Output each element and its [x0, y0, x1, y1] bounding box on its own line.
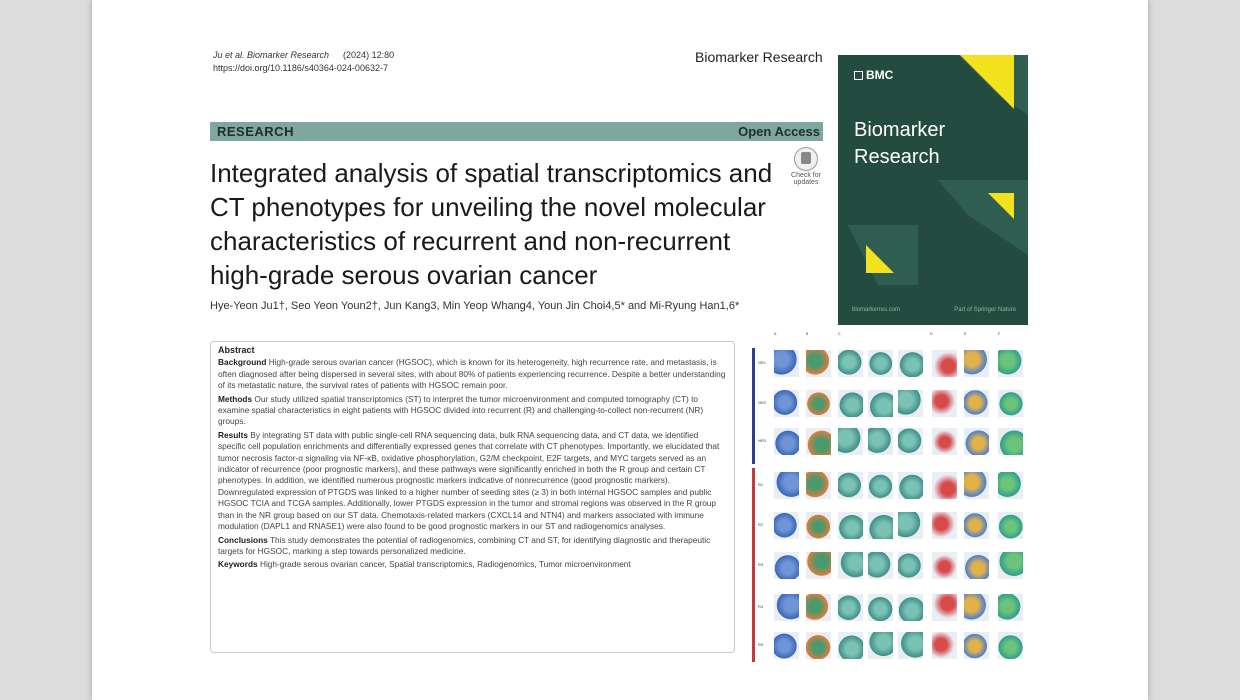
figure-thumbnail	[932, 552, 957, 579]
check-updates-label: Check for updates	[791, 172, 821, 186]
figure-thumbnail	[964, 350, 989, 377]
figure-thumbnail	[998, 390, 1023, 417]
author-list: Hye-Yeon Ju1†, Seo Yeon Youn2†, Jun Kang3, Min Yeop Whang4, Youn Jin Choi4,5* and Mi-Ryung Han1,6*	[210, 300, 740, 312]
figure-column-label: C	[838, 332, 841, 336]
article-type-banner	[210, 122, 823, 141]
figure-thumbnail	[806, 472, 831, 499]
figure-thumbnail	[806, 350, 831, 377]
figure-thumbnail	[806, 594, 831, 621]
figure-thumbnail	[774, 594, 799, 621]
figure-thumbnail	[806, 390, 831, 417]
check-for-updates-button[interactable]	[788, 147, 824, 185]
figure-thumbnail	[868, 350, 893, 377]
figure-thumbnail	[932, 428, 957, 455]
article-title: Integrated analysis of spatial transcriptomics and CT phenotypes for unveiling the novel molecular characteristics of recurrent and non-recurrent high-grade serous ovarian cancer	[210, 158, 773, 290]
figure-thumbnail	[898, 632, 923, 659]
cover-graphics	[838, 55, 1028, 325]
citation-block	[213, 49, 394, 75]
figure-thumbnail	[774, 472, 799, 499]
figure-thumbnail	[838, 350, 863, 377]
figure-thumbnail	[868, 428, 893, 455]
conclusions-text: This study demonstrates the potential of radiogenomics, combining CT and ST, for identifying diagnostic and therapeutic targets for HGSOC, marking a step towards personalized medicine.	[218, 534, 711, 556]
figure-column-label: D	[930, 332, 933, 336]
figure-column-label: B	[806, 332, 809, 336]
abstract-conclusions	[218, 535, 727, 558]
figure-column-label: F	[998, 332, 1001, 336]
conclusions-label: Conclusions	[218, 534, 268, 545]
keywords-label: Keywords	[218, 559, 258, 570]
abstract-methods	[218, 394, 727, 428]
figure-column-label: A	[774, 332, 777, 336]
figure-thumbnail	[932, 594, 957, 621]
figure-thumbnail	[838, 390, 863, 417]
figure-thumbnail	[774, 390, 799, 417]
figure-thumbnail	[998, 428, 1023, 455]
figure-thumbnail	[964, 472, 989, 499]
figure-thumbnail	[998, 594, 1023, 621]
figure-thumbnail	[932, 472, 957, 499]
keywords-text: High-grade serous ovarian cancer, Spatial transcriptomics, Radiogenomics, Tumor microenvironment	[259, 559, 631, 570]
figure-thumbnail	[964, 428, 989, 455]
figure-thumbnail	[806, 632, 831, 659]
figure-thumbnail	[806, 552, 831, 579]
figure-thumbnail	[774, 512, 799, 539]
journal-cover	[838, 55, 1028, 325]
doi-link[interactable]: https://doi.org/10.1186/s40364-024-00632-7	[213, 63, 388, 73]
figure-thumbnail	[898, 512, 923, 539]
figure-thumbnail	[806, 512, 831, 539]
abstract-heading: Abstract	[218, 345, 255, 355]
abstract-box	[210, 341, 735, 653]
background-label: Background	[218, 357, 267, 368]
journal-reference: Ju et al. Biomarker Research	[213, 50, 330, 60]
figure-thumbnail	[964, 552, 989, 579]
figure-row-label: NR3	[758, 438, 767, 443]
figure-thumbnail	[932, 512, 957, 539]
bmc-logo-icon	[854, 71, 863, 80]
figure-thumbnail	[838, 594, 863, 621]
figure-thumbnail	[998, 350, 1023, 377]
cover-title-line-1: Biomarker	[854, 119, 946, 141]
figure-thumbnail	[898, 428, 923, 455]
figure-thumbnail	[998, 632, 1023, 659]
figure-thumbnail	[898, 350, 923, 377]
results-label: Results	[218, 429, 248, 440]
figure-thumbnail	[838, 552, 863, 579]
abstract-background	[218, 357, 727, 391]
journal-name: Biomarker Research	[695, 49, 823, 65]
open-access-label: Open Access	[738, 124, 820, 139]
figure-thumbnail	[774, 350, 799, 377]
figure-thumbnail	[868, 594, 893, 621]
figure-thumbnail	[838, 472, 863, 499]
cover-footer-url: biomarkerres.com	[852, 307, 901, 313]
year-volume: (2024) 12:80	[343, 50, 395, 60]
figure-thumbnail	[838, 428, 863, 455]
figure-thumbnail	[964, 390, 989, 417]
figure-thumbnail	[964, 594, 989, 621]
figure-thumbnail	[964, 632, 989, 659]
methods-text: Our study utilized spatial transcriptomics (ST) to interpret the tumor microenvironment and computed tomography (CT) to examine spatial characteristics in eight patients with HGSOC divided into recurrent (R) and challenging-to-collect non-recurrent (NR) groups.	[218, 393, 704, 427]
figure-thumbnail	[838, 512, 863, 539]
figure-row-label: R3	[758, 562, 764, 567]
figure-thumbnail	[868, 552, 893, 579]
figure-thumbnail	[868, 632, 893, 659]
figure-thumbnail	[868, 390, 893, 417]
figure-thumbnail	[898, 390, 923, 417]
figure-row-label: R2	[758, 522, 764, 527]
figure-thumbnail	[806, 428, 831, 455]
figure-thumbnail	[932, 350, 957, 377]
article-type-label: RESEARCH	[217, 124, 294, 139]
figure-thumbnail	[868, 472, 893, 499]
figure-thumbnail	[932, 632, 957, 659]
abstract-results	[218, 430, 727, 533]
bmc-logo	[854, 68, 893, 82]
figure-thumbnail	[998, 472, 1023, 499]
figure-row-label: NR2	[758, 400, 767, 405]
figure-thumbnail	[898, 472, 923, 499]
figure-thumbnail	[774, 632, 799, 659]
figure-thumbnail	[932, 390, 957, 417]
figure-thumbnail	[998, 552, 1023, 579]
spatial-transcriptomics-figure	[752, 332, 1042, 662]
results-text: By integrating ST data with public single-cell RNA sequencing data, bulk RNA sequencing data, and CT data, we identified specific cell population enrichments and differentially expressed genes that correlate with CT phenotypes. Importantly, we elucidated that tumor necrosis factor-α signaling via NF-κB, oxidative phosphorylation, G2/M checkpoint, E2F targets, and MYC targets served as an indicator of recurrence (poor prognostic markers), and these pathways were significantly enriched in both the R group and certain CT phenotypes. In addition, we identified numerous prognostic markers indicative of nonrecurrence (good prognostic markers). Downregulated expression of PTGDS was linked to a higher number of seeding sites (≥ 3) in both internal HGSOC samples and public HGSOC TCIA and TCGA samples. Additionally, lower PTGDS expression in the tumor and stromal regions was observed in the R group than in the NR group based on our ST data. Chemotaxis-related markers (CXCL14 and NTN4) and markers associated with immune modulation (DAPL1 and RNASE1) were also found to be good prognostic markers in our ST and radiogenomics analyses.	[218, 429, 720, 532]
methods-label: Methods	[218, 393, 253, 404]
figure-row-label: R4	[758, 604, 764, 609]
figure-row-label: R1	[758, 482, 764, 487]
figure-thumbnail	[898, 594, 923, 621]
non-recurrent-group-bar	[752, 348, 755, 464]
recurrent-group-bar	[752, 468, 755, 662]
figure-thumbnail	[838, 632, 863, 659]
background-text: High-grade serous ovarian cancer (HGSOC), which is known for its heterogeneity, high recurrence rate, and metastasis, is often diagnosed after being dispersed in several sites, with about 80% of patients experiencing recurrence. Despite a better understanding of its metastatic nature, the survival rates of patients with HGSOC remain poor.	[218, 357, 726, 391]
figure-thumbnail	[868, 512, 893, 539]
check-updates-icon	[794, 147, 818, 171]
figure-thumbnail	[898, 552, 923, 579]
abstract-keywords	[218, 559, 727, 570]
figure-row-label: R5	[758, 642, 764, 647]
cover-title-line-2: Research	[854, 146, 940, 168]
cover-footer-publisher: Part of Springer Nature	[954, 307, 1016, 313]
figure-thumbnail	[774, 552, 799, 579]
figure-thumbnail	[774, 428, 799, 455]
figure-row-label: NR1	[758, 360, 767, 365]
figure-column-label: E	[964, 332, 967, 336]
figure-thumbnail	[964, 512, 989, 539]
bmc-logo-text: BMC	[866, 68, 894, 82]
figure-thumbnail	[998, 512, 1023, 539]
cover-title	[854, 117, 945, 171]
